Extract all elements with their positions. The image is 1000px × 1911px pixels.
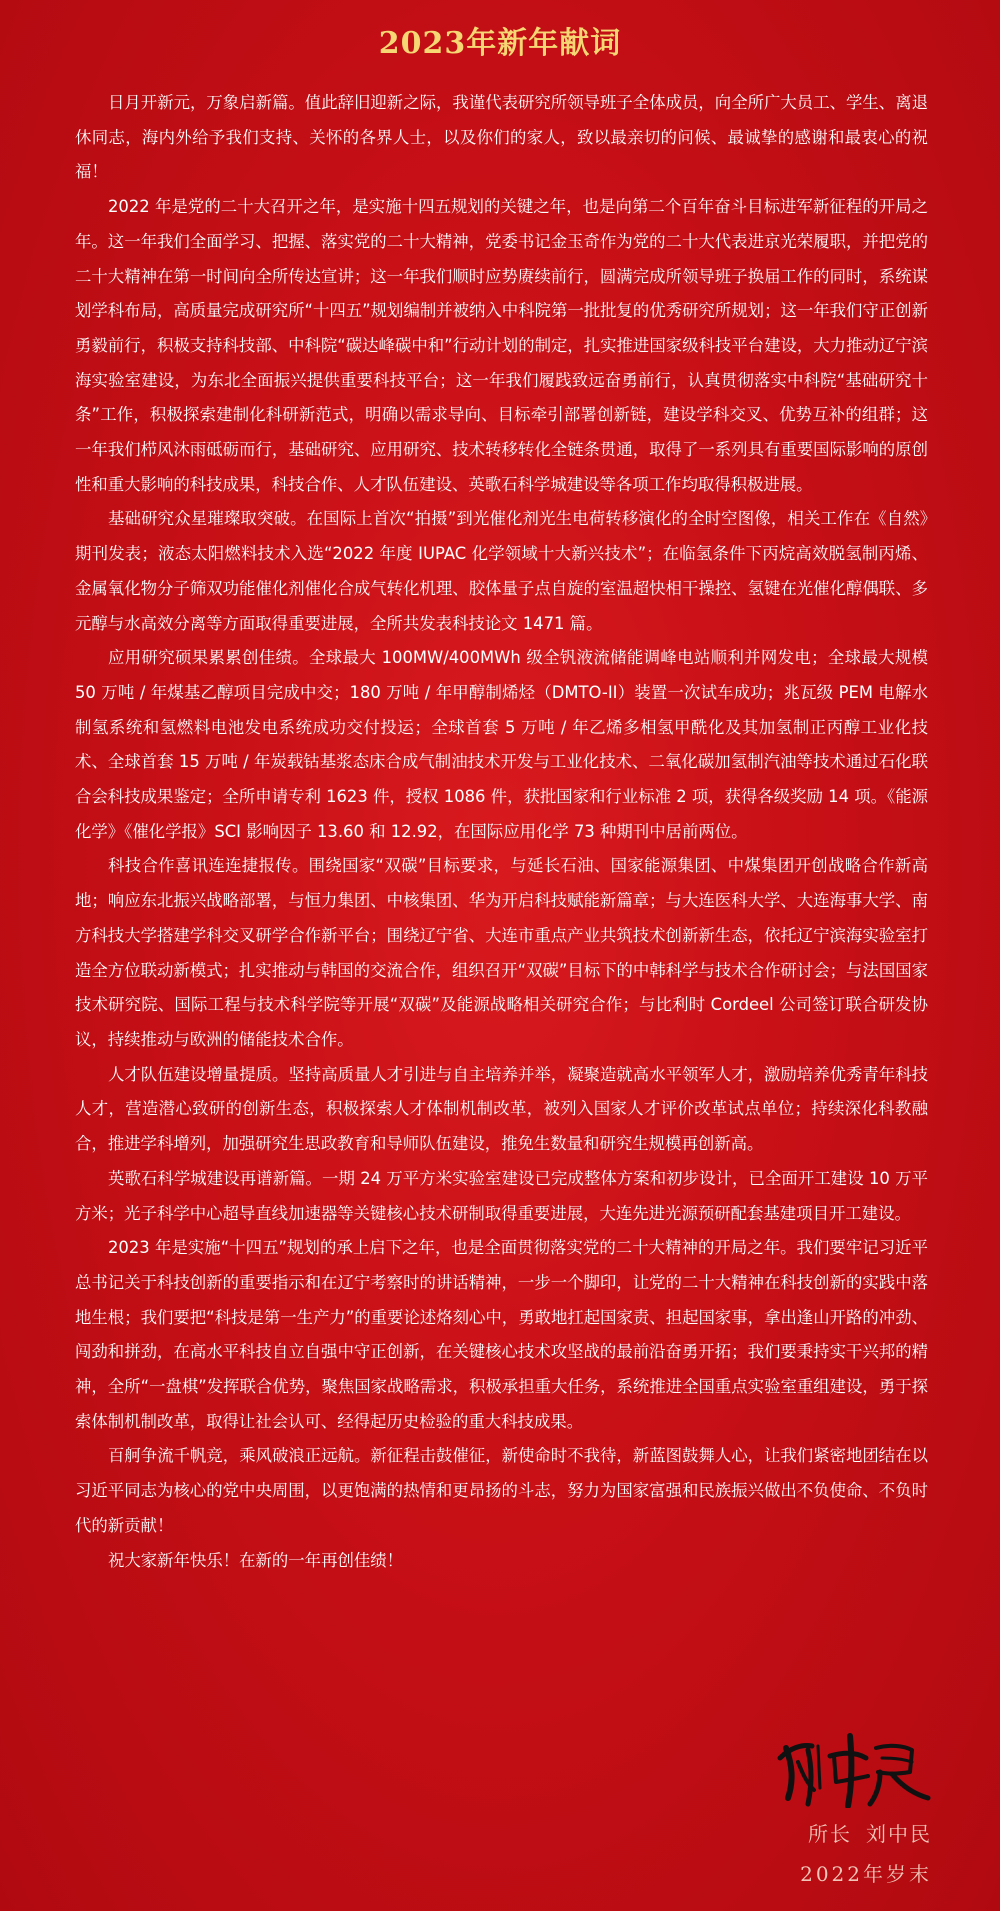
signature-position: 所长 — [808, 1822, 852, 1846]
signature-block — [672, 1728, 932, 1898]
paragraph-2023-plan: 2023 年是实施“十四五”规划的承上启下之年，也是全面贯彻落实党的二十大精神的开局之年。我们要牢记习近平总书记关于科技创新的重要指示和在辽宁考察时的讲话精神，一步一个脚印，让党的二十大精神在科技创新的实践中落地生根；我们要把“科技是第一生产力”的重要论述烙刻心中，勇敢地扛起国家责、担起国家事，拿出逢山开路的冲劲、闯劲和拼劲，在高水平科技自立自强中守正创新，在关键核心技术攻坚战的最前沿奋勇开拓；我们要秉持实干兴邦的精神，全所“一盘棋”发挥联合优势，聚焦国家战略需求，积极承担重大任务，系统推进全国重点实验室重组建设，勇于探索体制机制改革，取得让社会认可、经得起历史检验的重大科技成果。 — [75, 1238, 928, 1431]
paragraph-cooperation: 科技合作喜讯连连捷报传。围绕国家“双碳”目标要求，与延长石油、国家能源集团、中煤集团开创战略合作新高地；响应东北振兴战略部署，与恒力集团、中核集团、华为开启科技赋能新篇章；与大连医科大学、大连海事大学、南方科技大学搭建学科交叉研学合作新平台；围绕辽宁省、大连市重点产业共筑技术创新新生态，依托辽宁滨海实验室打造全方位联动新模式；扎实推动与韩国的交流合作，组织召开“双碳”目标下的中韩科学与技术合作研讨会；与法国国家技术研究院、国际工程与技术科学院等开展“双碳”及能源战略相关研究合作；与比利时 Cordeel 公司签订联合研发协议，持续推动与欧洲的储能技术合作。 — [75, 856, 928, 1049]
signature-name: 刘中民 — [866, 1822, 932, 1846]
paragraph-greeting: 日月开新元，万象启新篇。值此辞旧迎新之际，我谨代表研究所领导班子全体成员，向全所广大员工、学生、离退休同志，海内外给予我们支持、关怀的各界人士，以及你们的家人，致以最亲切的问候、最诚挚的感谢和最衷心的祝福！ — [75, 93, 928, 182]
page-title: 2023年新年献词 — [378, 26, 622, 61]
paragraph-call-to-action: 百舸争流千帆竞，乘风破浪正远航。新征程击鼓催征，新使命时不我待，新蓝图鼓舞人心，让我们紧密地团结在以习近平同志为核心的党中央周围，以更饱满的热情和更昂扬的斗志，努力为国家富强和民族振兴做出不负使命、不负时代的新贡献！ — [75, 1446, 928, 1535]
paragraph-2022-review: 2022 年是党的二十大召开之年，是实施十四五规划的关键之年，也是向第二个百年奋斗目标进军新征程的开局之年。这一年我们全面学习、把握、落实党的二十大精神，党委书记金玉奇作为党的二十大代表进京光荣履职，并把党的二十大精神在第一时间向全所传达宣讲；这一年我们顺时应势赓续前行，圆满完成所领导班子换届工作的同时，系统谋划学科布局，高质量完成研究所“十四五”规划编制并被纳入中科院第一批批复的优秀研究所规划；这一年我们守正创新勇毅前行，积极支持科技部、中科院“碳达峰碳中和”行动计划的制定，扎实推进国家级科技平台建设，大力推动辽宁滨海实验室建设，为东北全面振兴提供重要科技平台；这一年我们履践致远奋勇前行，认真贯彻落实中科院“基础研究十条”工作，积极探索建制化科研新范式，明确以需求导向、目标牵引部署创新链，建设学科交叉、优势互补的组群；这一年我们栉风沐雨砥砺而行，基础研究、应用研究、技术转移转化全链条贯通，取得了一系列具有重要国际影响的原创性和重大影响的科技成果，科技合作、人才队伍建设、英歌石科学城建设等各项工作均取得积极进展。 — [75, 197, 928, 494]
paragraph-wishes: 祝大家新年快乐！在新的一年再创佳绩！ — [108, 1550, 404, 1570]
paragraph-basic-research: 基础研究众星璀璨取突破。在国际上首次“拍摄”到光催化剂光生电荷转移演化的全时空图像，相关工作在《自然》期刊发表；液态太阳燃料技术入选“2022 年度 IUPAC 化学领域十大新兴技术”；在临氢条件下丙烷高效脱氢制丙烯、金属氧化物分子筛双功能催化剂催化合成气转化机理、胶体量子点自旋的室温超快相干操控、氢键在光催化醇偶联、多元醇与水高效分离等方面取得重要进展，全所共发表科技论文 1471 篇。 — [75, 509, 928, 633]
handwritten-signature — [772, 1728, 932, 1808]
signature-date: 2022年岁末 — [800, 1862, 932, 1886]
signature-title — [794, 1818, 932, 1847]
paragraph-talent: 人才队伍建设增量提质。坚持高质量人才引进与自主培养并举，凝聚造就高水平领军人才，激励培养优秀青年科技人才，营造潜心致研的创新生态，积极探索人才体制机制改革，被列入国家人才评价改革试点单位；持续深化科教融合，推进学科增列，加强研究生思政教育和导师队伍建设，推免生数量和研究生规模再创新高。 — [75, 1064, 928, 1154]
letter-body — [75, 86, 928, 1578]
paragraph-science-city: 英歌石科学城建设再谱新篇。一期 24 万平方米实验室建设已完成整体方案和初步设计，已全面开工建设 10 万平方米；光子科学中心超导直线加速器等关键核心技术研制取得重要进展，大连先进光源预研配套基建项目开工建设。 — [75, 1168, 928, 1223]
paragraph-applied-research: 应用研究硕果累累创佳绩。全球最大 100MW/400MWh 级全钒液流储能调峰电站顺利并网发电；全球最大规模 50 万吨 / 年煤基乙醇项目完成中交；180 万吨 / 年甲醇制烯烃（DMTO-II）装置一次试车成功；兆瓦级 PEM 电解水制氢系统和氢燃料电池发电系统成功交付投运；全球首套 5 万吨 / 年乙烯多相氢甲酰化及其加氢制正丙醇工业化技术、全球首套 15 万吨 / 年炭载钴基浆态床合成气制油技术开发与工业化技术、二氧化碳加氢制汽油等技术通过石化联合会科技成果鉴定；全所申请专利 1623 件，授权 1086 件，获批国家和行业标准 2 项，获得各级奖励 14 项。《能源化学》《催化学报》SCI 影响因子 13.60 和 12.92，在国际应用化学 73 种期刊中居前两位。 — [75, 648, 928, 841]
